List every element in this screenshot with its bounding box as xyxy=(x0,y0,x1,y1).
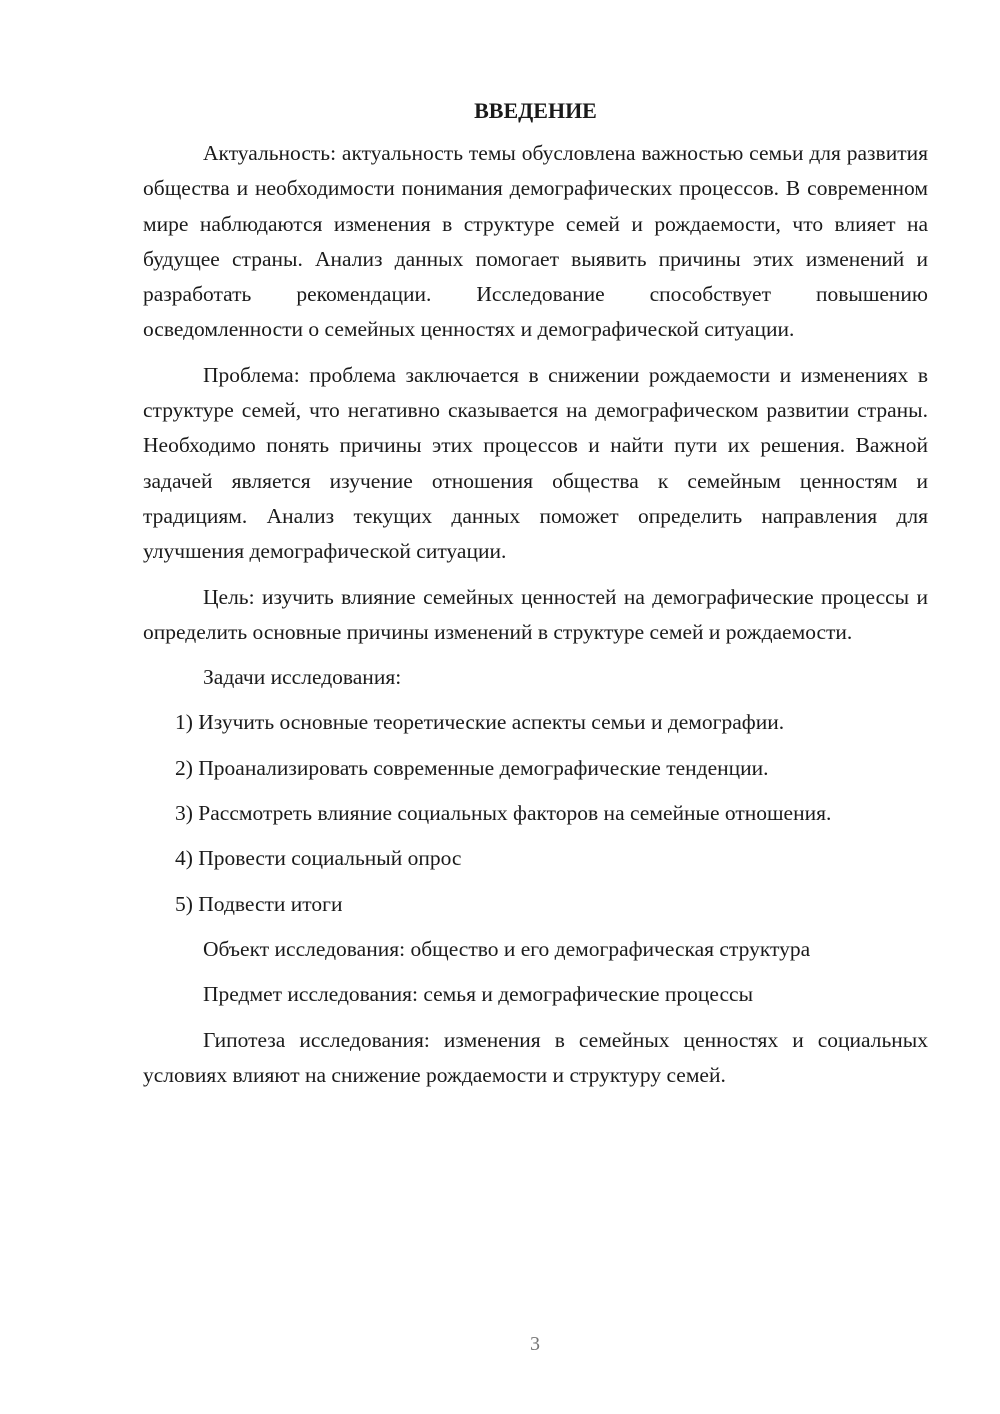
task-item-2: 2) Проанализировать современные демографические тенденции. xyxy=(175,755,769,780)
page-content xyxy=(143,94,928,1103)
section-title: ВВЕДЕНИЕ xyxy=(474,98,597,123)
tasks-heading: Задачи исследования: xyxy=(203,665,402,690)
page-number: 3 xyxy=(530,1333,540,1355)
paragraph-relevance: Актуальность: актуальность темы обусловлена важностью семьи для развития общества и необходимости понимания демографических процессов. В современном мире наблюдаются изменения в структуре семей и рождаемости, что влияет на будущее страны. Анализ данных помогает выявить причины этих изменений и разработать рекомендации. Исследование способствует повышению осведомленности о семейных ценностях и демографической ситуации. xyxy=(143,141,928,342)
task-item-3: 3) Рассмотреть влияние социальных факторов на семейные отношения. xyxy=(175,801,832,826)
task-item-4: 4) Провести социальный опрос xyxy=(175,846,462,871)
research-hypothesis: Гипотеза исследования: изменения в семейных ценностях и социальных условиях влияют на снижение рождаемости и структуру семей. xyxy=(143,1027,928,1087)
paragraph-problem: Проблема: проблема заключается в снижении рождаемости и изменениях в структуре семей, что негативно сказывается на демографическом развитии страны. Необходимо понять причины этих процессов и найти пути их решения. Важной задачей является изучение отношения общества к семейным ценностям и традициям. Анализ текущих данных поможет определить направления для улучшения демографической ситуации. xyxy=(143,362,928,564)
task-item-1: 1) Изучить основные теоретические аспекты семьи и демографии. xyxy=(175,710,785,735)
research-object: Объект исследования: общество и его демографическая структура xyxy=(203,936,811,961)
research-subject: Предмет исследования: семья и демографические процессы xyxy=(203,982,754,1007)
task-item-5: 5) Подвести итоги xyxy=(175,891,343,916)
paragraph-goal: Цель: изучить влияние семейных ценностей на демографические процессы и определить основные причины изменений в структуре семей и рождаемости. xyxy=(143,584,928,644)
